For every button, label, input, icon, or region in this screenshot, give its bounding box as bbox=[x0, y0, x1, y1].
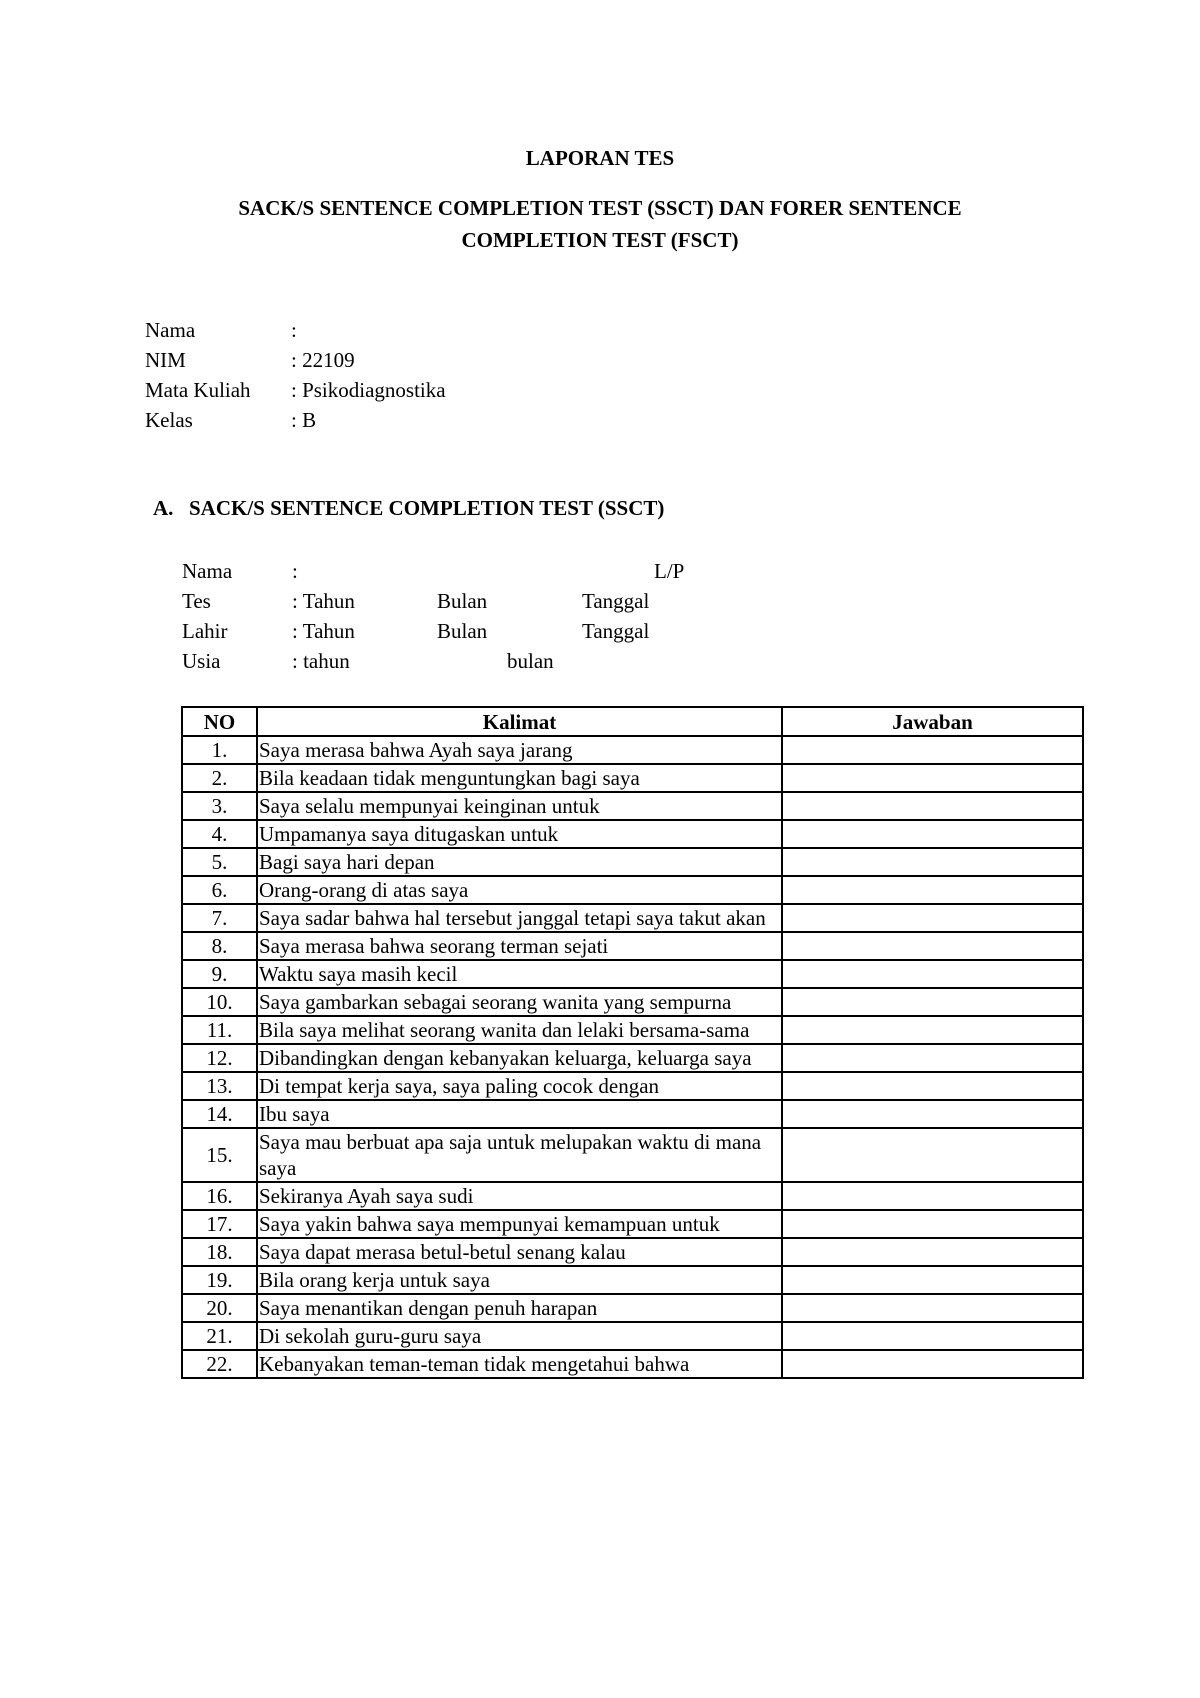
row-number: 12. bbox=[182, 1044, 257, 1072]
sentence-stem: Bila saya melihat seorang wanita dan lelaki bersama-sama bbox=[257, 1016, 782, 1044]
row-number: 13. bbox=[182, 1072, 257, 1100]
table-row bbox=[182, 988, 1083, 1016]
table-row bbox=[182, 792, 1083, 820]
testee-label: Usia bbox=[182, 649, 221, 673]
row-number: 7. bbox=[182, 904, 257, 932]
row-number: 8. bbox=[182, 932, 257, 960]
table-row bbox=[182, 876, 1083, 904]
identity-row-kelas bbox=[145, 405, 446, 435]
table-row bbox=[182, 1238, 1083, 1266]
table-row bbox=[182, 1044, 1083, 1072]
sentence-stem: Sekiranya Ayah saya sudi bbox=[257, 1182, 782, 1210]
answer-cell[interactable] bbox=[782, 1294, 1083, 1322]
age-months-label: bulan bbox=[507, 649, 554, 673]
answer-cell[interactable] bbox=[782, 876, 1083, 904]
row-number: 4. bbox=[182, 820, 257, 848]
sentence-stem: Di sekolah guru-guru saya bbox=[257, 1322, 782, 1350]
answer-cell[interactable] bbox=[782, 904, 1083, 932]
table-row bbox=[182, 1322, 1083, 1350]
answer-cell[interactable] bbox=[782, 1182, 1083, 1210]
table-row bbox=[182, 932, 1083, 960]
row-number: 17. bbox=[182, 1210, 257, 1238]
header-jawaban: Jawaban bbox=[782, 707, 1083, 736]
testee-label: Nama bbox=[182, 559, 233, 583]
sentence-stem: Saya yakin bahwa saya mempunyai kemampuan untuk bbox=[257, 1210, 782, 1238]
identity-value: : Psikodiagnostika bbox=[291, 378, 446, 402]
row-number: 20. bbox=[182, 1294, 257, 1322]
sentence-stem: Bila orang kerja untuk saya bbox=[257, 1266, 782, 1294]
table-row bbox=[182, 1294, 1083, 1322]
row-number: 16. bbox=[182, 1182, 257, 1210]
section-heading bbox=[153, 496, 664, 521]
row-number: 11. bbox=[182, 1016, 257, 1044]
identity-value: : 22109 bbox=[291, 348, 355, 372]
identity-row-nama bbox=[145, 315, 446, 345]
identity-value: : B bbox=[291, 408, 317, 432]
section-number: A. bbox=[153, 496, 174, 520]
identity-label: Mata Kuliah bbox=[145, 378, 251, 402]
sentence-stem: Saya mau berbuat apa saja untuk melupakan waktu di mana saya bbox=[257, 1128, 782, 1182]
table-row bbox=[182, 848, 1083, 876]
testee-row-lahir bbox=[182, 616, 649, 646]
month-label: Bulan bbox=[437, 619, 488, 643]
answer-cell[interactable] bbox=[782, 1016, 1083, 1044]
row-number: 2. bbox=[182, 764, 257, 792]
answer-cell[interactable] bbox=[782, 848, 1083, 876]
answer-cell[interactable] bbox=[782, 1266, 1083, 1294]
sentence-stem: Bagi saya hari depan bbox=[257, 848, 782, 876]
table-header-row bbox=[182, 707, 1083, 736]
section-title: SACK/S SENTENCE COMPLETION TEST (SSCT) bbox=[189, 496, 665, 520]
answer-cell[interactable] bbox=[782, 764, 1083, 792]
answer-cell[interactable] bbox=[782, 1238, 1083, 1266]
table-row bbox=[182, 820, 1083, 848]
identity-label: Nama bbox=[145, 318, 196, 342]
row-number: 14. bbox=[182, 1100, 257, 1128]
answer-cell[interactable] bbox=[782, 1072, 1083, 1100]
sentence-stem: Umpamanya saya ditugaskan untuk bbox=[257, 820, 782, 848]
row-number: 6. bbox=[182, 876, 257, 904]
sentence-stem: Saya merasa bahwa Ayah saya jarang bbox=[257, 736, 782, 764]
row-number: 10. bbox=[182, 988, 257, 1016]
sentence-stem: Saya menantikan dengan penuh harapan bbox=[257, 1294, 782, 1322]
subtitle-line-2: COMPLETION TEST (FSCT) bbox=[461, 228, 739, 252]
answer-cell[interactable] bbox=[782, 960, 1083, 988]
answer-cell[interactable] bbox=[782, 1044, 1083, 1072]
testee-block bbox=[182, 556, 685, 676]
answer-cell[interactable] bbox=[782, 1100, 1083, 1128]
sentence-stem: Saya gambarkan sebagai seorang wanita yang sempurna bbox=[257, 988, 782, 1016]
table-row bbox=[182, 764, 1083, 792]
answer-cell[interactable] bbox=[782, 1210, 1083, 1238]
sentence-stem: Saya merasa bahwa seorang terman sejati bbox=[257, 932, 782, 960]
table-row bbox=[182, 1266, 1083, 1294]
row-number: 15. bbox=[182, 1128, 257, 1182]
testee-label: Tes bbox=[182, 589, 211, 613]
identity-label: NIM bbox=[145, 348, 186, 372]
month-label: Bulan bbox=[437, 589, 488, 613]
sentence-stem: Saya selalu mempunyai keinginan untuk bbox=[257, 792, 782, 820]
testee-row-nama bbox=[182, 556, 685, 586]
sentence-stem: Di tempat kerja saya, saya paling cocok dengan bbox=[257, 1072, 782, 1100]
sentence-stem: Saya sadar bahwa hal tersebut janggal tetapi saya takut akan bbox=[257, 904, 782, 932]
testee-row-usia bbox=[182, 646, 649, 676]
table-row bbox=[182, 960, 1083, 988]
answer-cell[interactable] bbox=[782, 1322, 1083, 1350]
gender-label: L/P bbox=[654, 559, 685, 583]
testee-label: Lahir bbox=[182, 619, 228, 643]
table-row bbox=[182, 1100, 1083, 1128]
row-number: 5. bbox=[182, 848, 257, 876]
sentence-stem: Ibu saya bbox=[257, 1100, 782, 1128]
answer-cell[interactable] bbox=[782, 1128, 1083, 1182]
row-number: 3. bbox=[182, 792, 257, 820]
year-label: : Tahun bbox=[292, 589, 355, 613]
date-label: Tanggal bbox=[582, 589, 650, 613]
sentence-stem: Dibandingkan dengan kebanyakan keluarga, keluarga saya bbox=[257, 1044, 782, 1072]
table-row bbox=[182, 1182, 1083, 1210]
subtitle-line-1: SACK/S SENTENCE COMPLETION TEST (SSCT) DAN FORER SENTENCE bbox=[238, 196, 962, 220]
sentence-stem: Orang-orang di atas saya bbox=[257, 876, 782, 904]
ssct-table bbox=[181, 706, 1084, 1379]
page-subtitle bbox=[170, 192, 1030, 256]
answer-cell[interactable] bbox=[782, 1350, 1083, 1378]
testee-row-tes bbox=[182, 586, 649, 616]
row-number: 19. bbox=[182, 1266, 257, 1294]
sentence-stem: Bila keadaan tidak menguntungkan bagi saya bbox=[257, 764, 782, 792]
table-row bbox=[182, 904, 1083, 932]
testee-colon: : bbox=[292, 559, 298, 583]
row-number: 1. bbox=[182, 736, 257, 764]
table-row bbox=[182, 1072, 1083, 1100]
table-row bbox=[182, 1128, 1083, 1182]
age-years-label: : tahun bbox=[292, 649, 350, 673]
table-body bbox=[182, 736, 1083, 1378]
row-number: 18. bbox=[182, 1238, 257, 1266]
row-number: 22. bbox=[182, 1350, 257, 1378]
identity-value: : bbox=[291, 318, 297, 342]
identity-row-nim bbox=[145, 345, 446, 375]
table-row bbox=[182, 1016, 1083, 1044]
table-row bbox=[182, 1210, 1083, 1238]
table-row bbox=[182, 1350, 1083, 1378]
page-title: LAPORAN TES bbox=[525, 146, 675, 170]
sentence-stem: Waktu saya masih kecil bbox=[257, 960, 782, 988]
header-no: NO bbox=[182, 707, 257, 736]
header-kalimat: Kalimat bbox=[257, 707, 782, 736]
table-row bbox=[182, 736, 1083, 764]
identity-label: Kelas bbox=[145, 408, 193, 432]
answer-cell[interactable] bbox=[782, 932, 1083, 960]
row-number: 9. bbox=[182, 960, 257, 988]
row-number: 21. bbox=[182, 1322, 257, 1350]
answer-cell[interactable] bbox=[782, 988, 1083, 1016]
identity-block bbox=[145, 315, 446, 435]
identity-row-mata-kuliah bbox=[145, 375, 446, 405]
answer-cell[interactable] bbox=[782, 820, 1083, 848]
sentence-stem: Saya dapat merasa betul-betul senang kalau bbox=[257, 1238, 782, 1266]
date-label: Tanggal bbox=[582, 619, 650, 643]
year-label: : Tahun bbox=[292, 619, 355, 643]
answer-cell[interactable] bbox=[782, 792, 1083, 820]
sentence-stem: Kebanyakan teman-teman tidak mengetahui bahwa bbox=[257, 1350, 782, 1378]
answer-cell[interactable] bbox=[782, 736, 1083, 764]
